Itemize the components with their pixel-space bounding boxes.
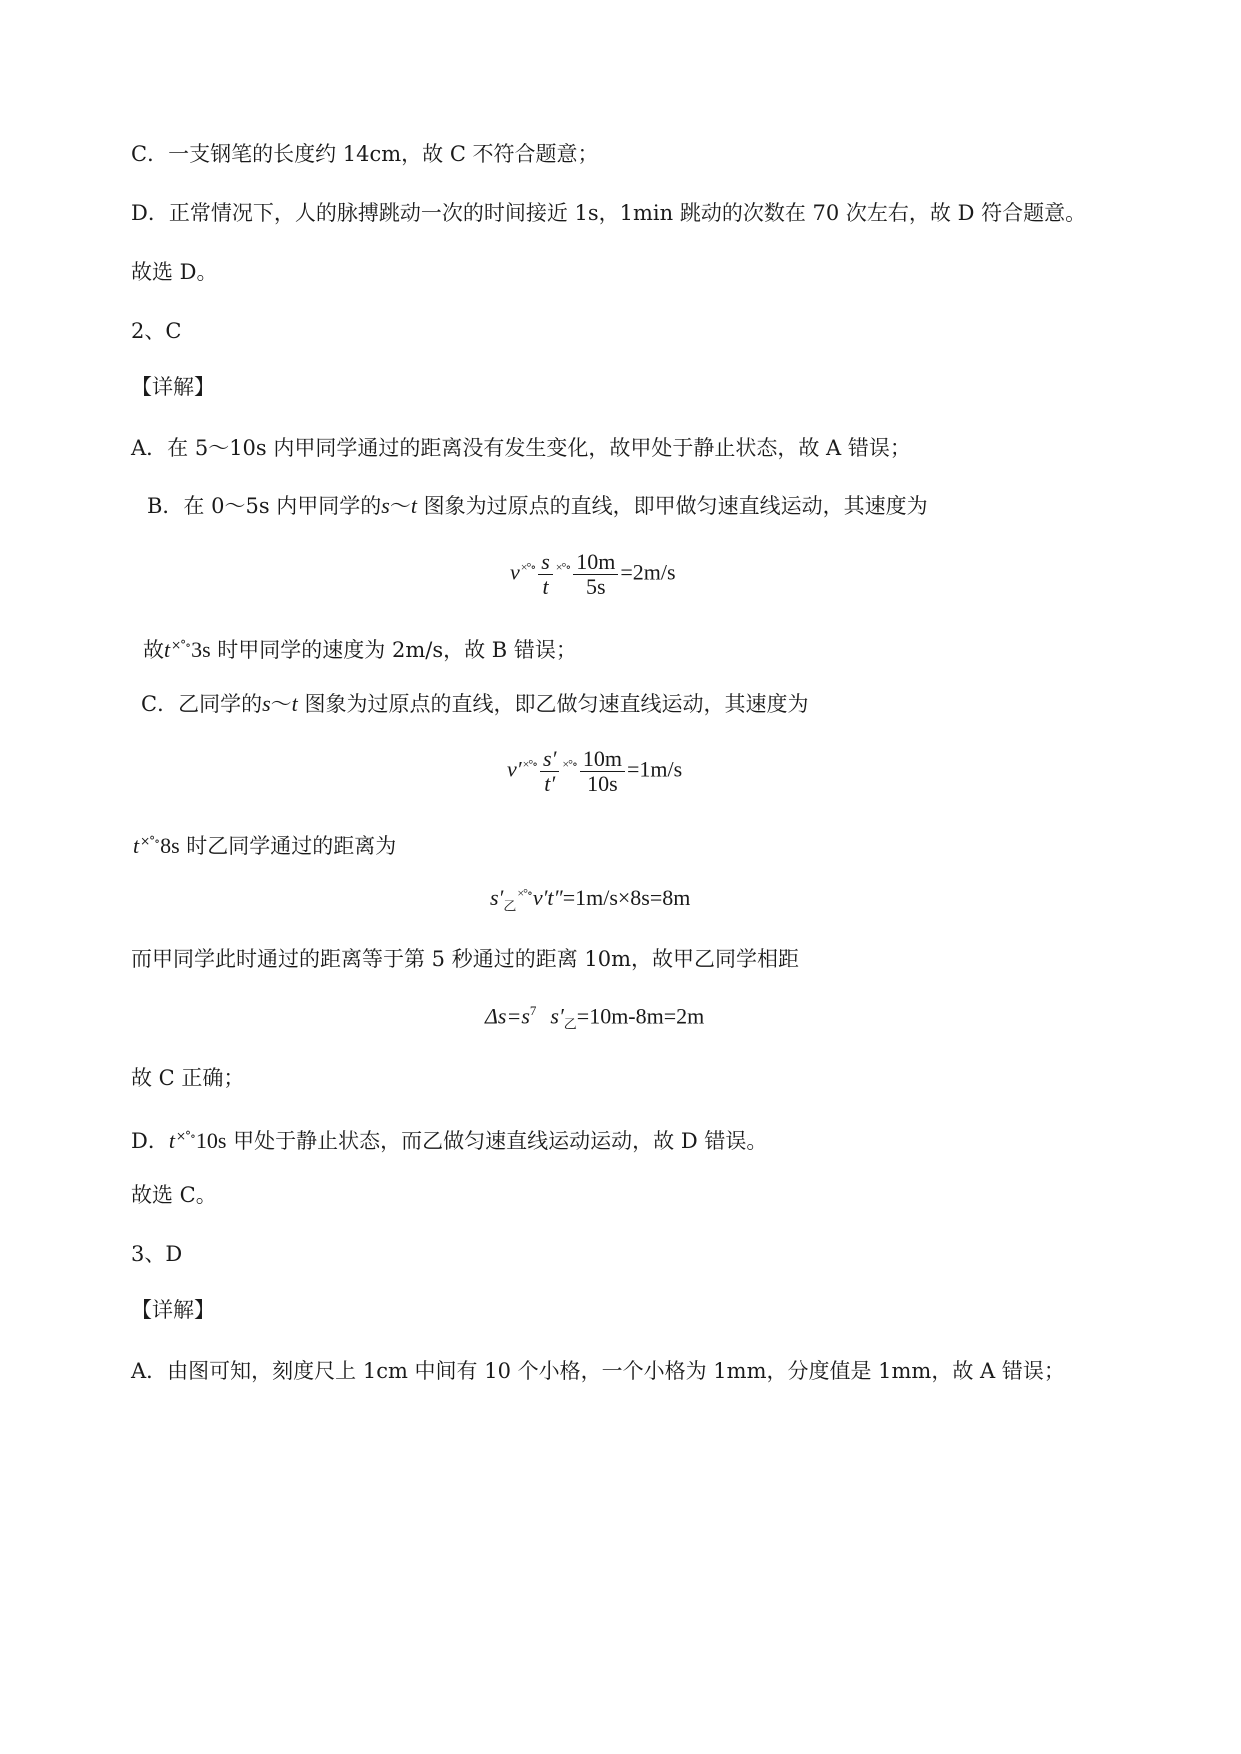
option-c-text: C．一支钢笔的长度约 14cm，故 C 不符合题意；: [131, 142, 599, 166]
q2-option-c-text: [141, 690, 808, 718]
equation-speed-jia: [510, 550, 676, 599]
q2-c-t: t: [291, 691, 298, 716]
eq1-glyph-1: ×°∘: [520, 560, 536, 575]
eq1-t: t: [542, 574, 549, 599]
option-d-text: D．正常情况下，人的脉搏跳动一次的时间接近 1s，1min 跳动的次数在 70 次左右，故 D 符合题意。: [131, 201, 1087, 225]
q2-option-a-text: A．在 5～10s 内甲同学通过的距离没有发生变化，故甲处于静止状态，故 A 错误；: [131, 436, 911, 460]
eq2-den: 10s: [587, 771, 618, 796]
q2-b-conc-val: 3s: [191, 637, 211, 662]
eq4-sub: 乙: [563, 1016, 577, 1032]
question-2-answer: 2、C: [131, 319, 182, 343]
equation-speed-yi: [507, 747, 682, 796]
eq2-s: s′: [540, 747, 559, 772]
q2-c-tilde: ～: [270, 692, 292, 716]
eq1-num: 10m: [573, 550, 618, 575]
q2-d-t: t: [168, 1128, 175, 1153]
q2-b-conc-prefix: 故: [143, 638, 164, 662]
q2-option-d-text: [131, 1122, 767, 1155]
answer-select-2: 故选 C。: [131, 1183, 217, 1207]
q3-option-a-text: A．由图可知，刻度尺上 1cm 中间有 10 个小格，一个小格为 1mm，分度值是 1mm，故 A 错误；: [131, 1359, 1065, 1383]
eq1-s: s: [538, 550, 553, 575]
detail-heading-3: 【详解】: [131, 1298, 215, 1322]
q2-b-conc-suffix: 时甲同学的速度为 2m/s，故 B 错误；: [210, 638, 577, 662]
q2-b-t: t: [410, 493, 417, 518]
answer-select-1: 故选 D。: [131, 260, 218, 284]
eq3-glyph: ×°∘: [517, 885, 532, 900]
eq1-glyph-2: ×°∘: [555, 560, 571, 575]
t8-line: [133, 827, 396, 860]
eq2-result: =1m/s: [626, 756, 683, 782]
eq1-den: 5s: [586, 574, 606, 599]
q2-b-tilde: ～: [389, 494, 411, 518]
t8-t: t: [133, 833, 140, 858]
equation-delta-s: [485, 1003, 704, 1033]
eq2-glyph-1: ×°∘: [522, 757, 538, 772]
q2-option-b-text: [147, 492, 928, 520]
eq3-mid: v′t″: [532, 885, 563, 910]
detail-heading-2: 【详解】: [131, 375, 215, 399]
q2-c-conclusion: 故 C 正确；: [131, 1066, 245, 1090]
question-3-answer: 3、D: [131, 1242, 183, 1266]
q2-b-s: s: [381, 493, 390, 518]
t8-val: 8s: [160, 833, 180, 858]
q2-b-prefix: B．在 0～5s 内甲同学的: [147, 494, 382, 518]
q2-d-glyph: ×°∘: [175, 1129, 195, 1143]
eq4-s2: s′: [550, 1003, 564, 1029]
eq2-num: 10m: [580, 747, 625, 772]
q2-d-prefix: D．: [131, 1129, 169, 1153]
jia-distance-line: 而甲同学此时通过的距离等于第 5 秒通过的距离 10m，故甲乙同学相距: [131, 947, 800, 971]
q2-d-val: 10s: [195, 1128, 227, 1153]
eq1-v: v: [510, 559, 520, 585]
eq3-rest: =1m/s×8s=8m: [562, 885, 691, 910]
q2-c-suffix: 图象为过原点的直线，即乙做匀速直线运动，其速度为: [297, 692, 809, 716]
q2-b-suffix: 图象为过原点的直线，即甲做匀速直线运动，其速度为: [416, 494, 928, 518]
equation-distance-yi: [490, 885, 690, 914]
q2-d-suffix: 甲处于静止状态，而乙做匀速直线运动运动，故 D 错误。: [226, 1129, 768, 1153]
eq1-result: =2m/s: [620, 559, 676, 585]
t8-glyph: ×°∘: [140, 834, 160, 848]
eq4-sup: 7: [529, 1003, 537, 1018]
q2-b-conc-t: t: [164, 637, 171, 662]
q2-c-s: s: [262, 691, 271, 716]
eq3-lhs: s′: [490, 885, 504, 910]
eq4-rest: =10m-8m=2m: [576, 1003, 705, 1029]
eq3-sub: 乙: [503, 898, 517, 914]
eq2-t: t′: [544, 771, 556, 796]
q2-c-prefix: C．乙同学的: [141, 692, 263, 716]
q2-b-conc-glyph: ×°∘: [171, 638, 191, 652]
eq2-v: v′: [507, 756, 522, 782]
eq2-glyph-2: ×°∘: [562, 757, 577, 772]
t8-suffix: 时乙同学通过的距离为: [179, 834, 397, 858]
eq4-delta: Δs=s: [485, 1003, 530, 1029]
q2-b-conclusion: [143, 631, 577, 664]
